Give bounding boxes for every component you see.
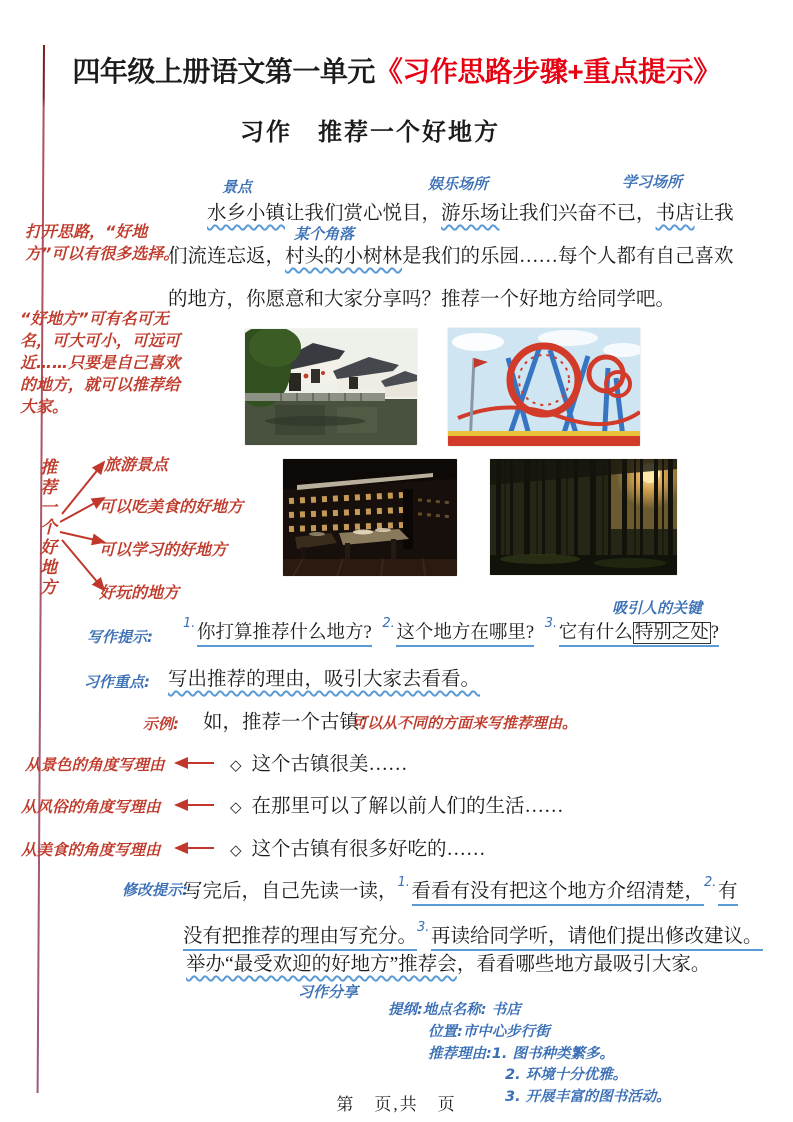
keyword-village-woods: 村头的小树林 [285,246,403,267]
writing-tips-questions [183,618,719,644]
keypoint-text [168,663,480,691]
share-line-rest: ，看看哪些地方最吸引大家。 [456,954,711,975]
mindmap-branch-study: 可以学习的好地方 [99,540,228,559]
tip-question-3-mark: ? [710,623,719,643]
mindmap-branch-fun: 好玩的地方 [99,583,180,602]
revision-number-1: 1. [397,875,410,890]
keypoint-label: 习作重点: [84,673,150,691]
page-title-black: 四年级上册语文第一单元 [72,56,375,87]
example-item-text: 在那里可以了解以前人们的生活…… [251,796,564,817]
tip-question-3-text: 它有什么 [558,623,633,643]
annotation-some-corner: 某个角落 [294,225,355,243]
tip-question-2: 这个地方在哪里? [396,623,534,647]
tip-number-1: 1. [183,616,196,631]
revision-number-3: 3. [417,920,430,935]
writing-tips-label: 写作提示: [87,628,153,646]
mindmap-root: 推荐一个好地方 [36,458,56,598]
example-note: 可以从不同的方面来写推荐理由。 [352,714,578,732]
intro-line-3: 的地方，你愿意和大家分享吗？推荐一个好地方给同学吧。 [168,289,676,310]
intro-text: 是我们的乐园……每个人都有自己喜欢 [402,246,734,267]
share-line [186,948,710,976]
revision-underlined: 看看有没有把这个地方介绍清楚， [412,881,705,906]
side-label-customs: 从风俗的角度写理由 [21,798,161,816]
diamond-bullet-icon: ◇ [230,843,242,859]
intro-text: 让我们兴奋不已， [499,203,656,224]
outline-reason-3: 3. 开展丰富的图书活动。 [505,1089,671,1105]
keypoint-sentence: 写出推荐的理由，吸引大家去看看。 [168,669,481,690]
intro-line-1 [168,192,768,235]
photo-roller-coaster [448,328,640,446]
tip-number-2: 2. [382,616,395,631]
arrow-left-icon [168,842,216,854]
page-title-red: 《习作思路步骤+重点提示》 [374,56,721,87]
diamond-bullet-icon: ◇ [230,800,242,816]
example-lead: 如，推荐一个古镇： [203,712,379,733]
margin-note-open-mind: 打开思路，“好地方”可以有很多选择。 [25,222,180,263]
boxed-key-phrase: 特别之处 [634,623,709,643]
intro-text: 们流连忘返， [168,246,286,267]
example-item-3 [230,833,486,861]
annotation-fun-place: 娱乐场所 [428,175,489,193]
tip-question-1: 你打算推荐什么地方? [197,623,372,647]
intro-paragraph [168,192,768,321]
photo-forest [490,459,677,575]
page-title [0,50,793,90]
keyword-bookstore: 书店 [655,203,695,224]
tip-number-3: 3. [544,616,558,631]
annotation-scenic-spot: 景点 [222,178,253,196]
mindmap-branch-food: 可以吃美食的好地方 [99,497,244,516]
annotation-study-place: 学习场所 [622,173,683,191]
side-label-food: 从美食的角度写理由 [21,841,161,859]
arrow-left-icon [168,757,216,769]
outline-location-line: 位置:市中心步行街 [428,1024,550,1040]
mindmap-branch-travel: 旅游景点 [104,455,169,474]
outline-reason-2: 2. 环境十分优雅。 [505,1067,628,1083]
arrow-left-icon [168,799,216,811]
revision-text: 写完后，自己先读一读， [183,881,398,902]
outline-reason-1: 推荐理由:1. 图书种类繁多。 [428,1046,614,1062]
revision-paragraph [183,870,763,960]
photo-bookstore [283,459,457,576]
intro-text: 让我 [694,203,734,224]
diamond-bullet-icon: ◇ [230,758,242,774]
tips-key-note: 吸引人的关键 [612,599,703,617]
example-item-text: 这个古镇有很多好吃的…… [251,839,486,860]
share-line-wavy: 举办“最受欢迎的好地方”推荐会 [186,954,457,975]
share-label: 习作分享 [298,983,359,1001]
outline-title-line: 提纲:地点名称: 书店 [388,1002,521,1018]
intro-line-2 [168,235,768,278]
example-item-text: 这个古镇很美…… [251,754,408,775]
side-label-scenery: 从景色的角度写理由 [25,756,165,774]
tip-question-3 [559,623,719,647]
photo-water-town [245,329,417,445]
revision-underlined: 没有把推荐的理由写充分。 [183,926,417,951]
revision-line-1 [183,870,763,915]
margin-note-good-place: “好地方”可有名可无名，可大可小，可远可近……只要是自己喜欢的地方，就可以推荐给大家。 [20,309,181,416]
keyword-amusement-park: 游乐场 [441,203,500,224]
example-label: 示例: [143,715,179,733]
revision-underlined: 再读给同学听，请他们提出修改建议。 [431,926,763,951]
example-item-1 [230,748,408,776]
revision-label: 修改提示: [122,881,188,899]
lesson-subtitle: 习作 推荐一个好地方 [240,120,500,146]
page-footer: 第 页,共 页 [336,1095,457,1114]
revision-number-2: 2. [704,875,717,890]
example-item-2 [230,790,564,818]
keyword-water-town: 水乡小镇 [207,203,286,224]
revision-underlined: 有 [718,881,738,906]
intro-text: 让我们赏心悦目， [285,203,442,224]
